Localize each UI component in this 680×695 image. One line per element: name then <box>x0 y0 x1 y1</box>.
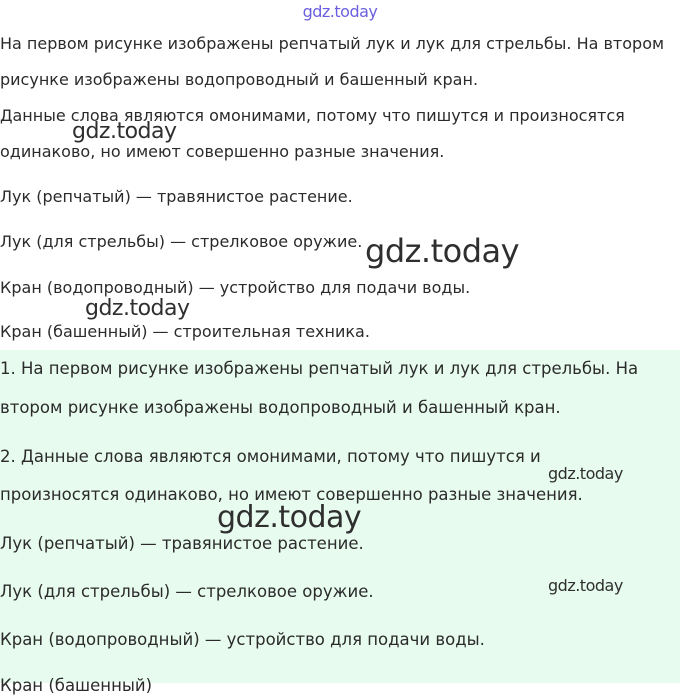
watermark: gdz.today <box>365 232 520 270</box>
paragraph-line: втором рисунке изображены водопроводный и башенный кран. <box>0 398 561 417</box>
watermark-top: gdz.today <box>302 2 378 21</box>
definition-line: Кран (башенный) <box>0 676 153 695</box>
paragraph-line: 1. На первом рисунке изображены репчатый лук и лук для стрельбы. На <box>0 359 639 378</box>
paragraph-line: На первом рисунке изображены репчатый лук и лук для стрельбы. На втором <box>0 34 665 53</box>
paragraph-line: одинаково, но имеют совершенно разные значения. <box>0 142 445 161</box>
paragraph-line: произносятся одинаково, но имеют совершенно разные значения. <box>0 485 583 504</box>
watermark: gdz.today <box>548 464 623 483</box>
watermark: gdz.today <box>217 500 362 535</box>
definition-line: Кран (башенный) — строительная техника. <box>0 322 370 341</box>
paragraph-line: рисунке изображены водопроводный и башенный кран. <box>0 70 479 89</box>
definition-line: Кран (водопроводный) — устройство для подачи воды. <box>0 278 471 297</box>
paragraph-line: Данные слова являются омонимами, потому что пишутся и произносятся <box>0 106 625 125</box>
paragraph-line: 2. Данные слова являются омонимами, потому что пишутся и <box>0 447 541 466</box>
definition-line: Лук (для стрельбы) — стрелковое оружие. <box>0 582 374 601</box>
definition-line: Кран (водопроводный) — устройство для подачи воды. <box>0 630 485 649</box>
definition-line: Лук (для стрельбы) — стрелковое оружие. <box>0 232 363 251</box>
watermark: gdz.today <box>85 296 190 321</box>
definition-line: Лук (репчатый) — травянистое растение. <box>0 534 364 553</box>
watermark: gdz.today <box>72 119 177 144</box>
definition-line: Лук (репчатый) — травянистое растение. <box>0 187 353 206</box>
watermark: gdz.today <box>548 576 623 595</box>
